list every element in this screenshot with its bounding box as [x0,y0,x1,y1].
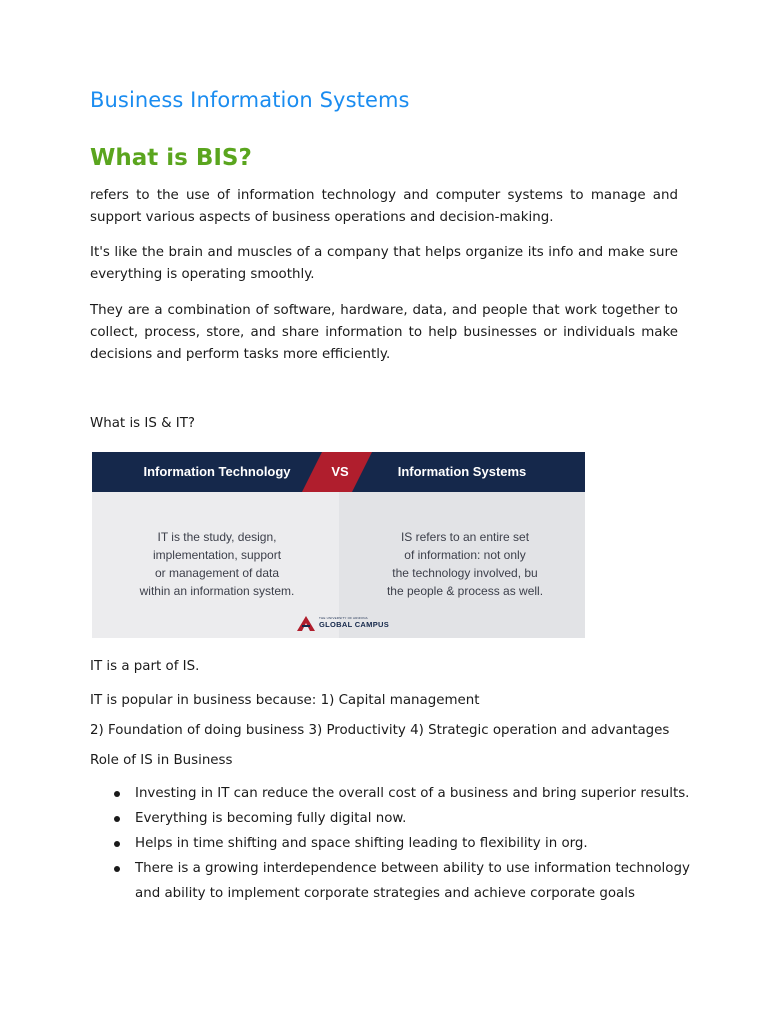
university-a-logo-icon [297,616,315,631]
infographic-vs-label: VS [331,464,349,479]
list-item-text: There is a growing interdependence between ability to use information technology and ability to implement corporate strategies and achieve corporate goals [135,861,690,901]
document-title: Business Information Systems [90,88,410,112]
paragraph-components: They are a combination of software, hardware, data, and people that work together to collect, process, store, and share information to help businesses or individuals make decisions and perform tasks more efficiently. [90,303,678,362]
question-line: What is IS & IT? [90,416,196,431]
infographic-left-text: IT is the study, design, implementation, support or management of data within an information system. [139,530,295,598]
global-campus-logo [297,616,397,632]
infographic-left-title: Information Technology [143,464,291,479]
paragraph-analogy: It's like the brain and muscles of a company that helps organize its info and make sure everything is operating smoothly. [90,245,678,282]
list-item [110,856,690,906]
list-item-text: Everything is becoming fully digital now. [135,811,407,826]
text-line: IT is a part of IS. [90,659,200,674]
list-item [110,831,690,856]
paragraph-definition: refers to the use of information technology and computer systems to manage and support various aspects of business operations and decision-making. [90,188,678,225]
bullet-dot-icon [114,791,120,797]
infographic-right-title: Information Systems [397,464,527,479]
list-item-text: Helps in time shifting and space shifting leading to flexibility in org. [135,836,588,851]
infographic-right-text: IS refers to an entire set of information: not only the technology involved, bu the people & process as well. [386,530,544,598]
bullet-dot-icon [114,841,120,847]
list-item-text: Investing in IT can reduce the overall cost of a business and bring superior results. [135,786,690,801]
bullet-dot-icon [114,866,120,872]
subheading-role-of-is: Role of IS in Business [90,753,233,768]
text-line: 2) Foundation of doing business 3) Productivity 4) Strategic operation and advantages [90,723,670,738]
bullet-dot-icon [114,816,120,822]
text-line: IT is popular in business because: 1) Capital management [90,693,480,708]
logo-main-text: GLOBAL CAMPUS [319,620,390,629]
list-item [110,781,690,806]
section-heading: What is BIS? [90,145,252,171]
list-item [110,806,690,831]
is-vs-it-infographic [92,452,585,638]
bullet-list [110,781,690,906]
logo-small-text: THE UNIVERSITY OF ARIZONA [319,616,368,620]
